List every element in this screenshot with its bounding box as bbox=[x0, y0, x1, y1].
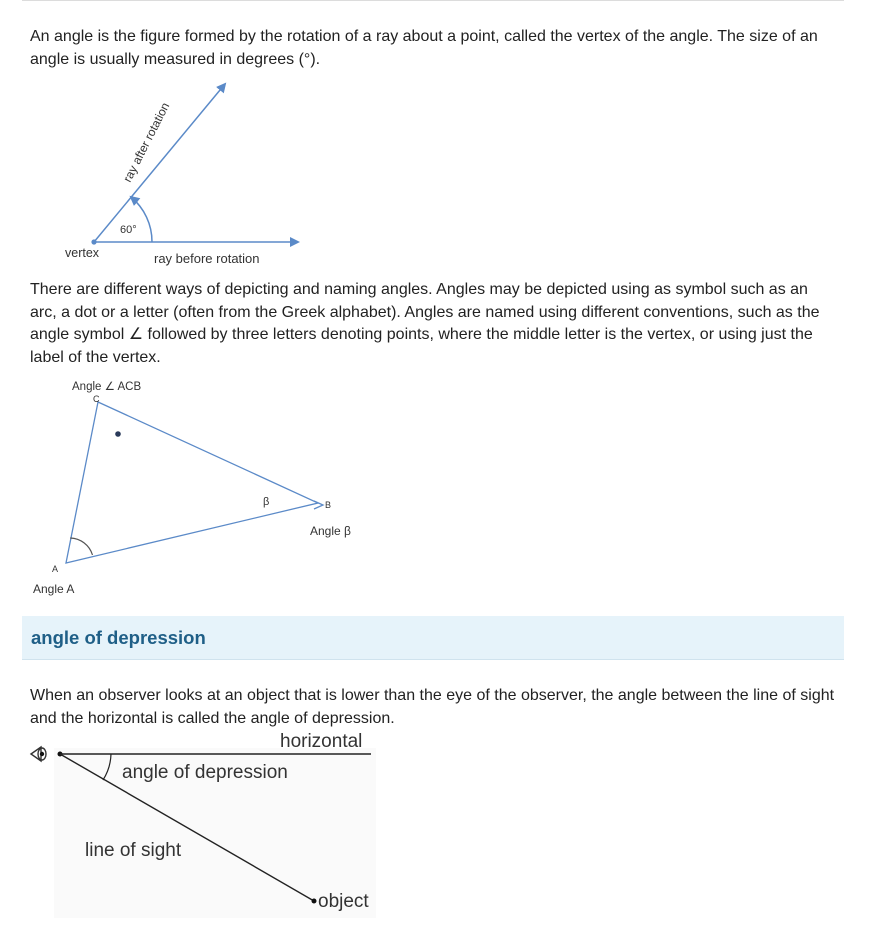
horizontal-label: horizontal bbox=[280, 731, 363, 752]
naming-paragraph: There are different ways of depicting and naming angles. Angles may be depicted using as symbol such as an arc, a dot or a letter (often from the Greek alphabet). Angles are named using different conventions, such as the angle symbol ∠ followed by three letters denoting points, where the middle letter is the vertex, or using just the label of the vertex. bbox=[30, 281, 820, 366]
triangle-title: Angle ∠ ACB bbox=[72, 381, 142, 393]
object-label: object bbox=[318, 891, 369, 912]
depression-angle-label: angle of depression bbox=[122, 762, 288, 783]
vertex-c-label: C bbox=[93, 394, 100, 404]
vertex-label: vertex bbox=[65, 246, 100, 260]
triangle-shape bbox=[66, 402, 318, 563]
depression-figure bbox=[28, 728, 376, 918]
object-dot bbox=[312, 899, 317, 904]
vertex-a-label: A bbox=[52, 564, 59, 574]
angle-a-label: Angle A bbox=[33, 582, 75, 596]
ray-before-label: ray before rotation bbox=[154, 251, 260, 266]
vertex-dot bbox=[91, 239, 96, 244]
angle-label: 60° bbox=[120, 224, 137, 236]
depression-paragraph: When an observer looks at an object that is lower than the eye of the observer, the angle between the line of sight and the horizontal is called the angle of depression. bbox=[30, 687, 835, 727]
angle-b-marker bbox=[314, 501, 323, 509]
line-of-sight-label: line of sight bbox=[85, 840, 182, 861]
angle-beta-label: Angle β bbox=[310, 524, 351, 538]
angle-a-arc bbox=[70, 538, 92, 555]
eye-icon bbox=[31, 747, 46, 761]
angle-c-dot bbox=[115, 431, 121, 437]
section-header bbox=[22, 616, 844, 660]
section-heading: angle of depression bbox=[31, 627, 206, 648]
ray-after-label: ray after rotation bbox=[120, 100, 173, 185]
beta-symbol: β bbox=[263, 496, 270, 508]
top-divider bbox=[22, 0, 844, 1]
triangle-figure bbox=[28, 372, 368, 602]
intro-paragraph: An angle is the figure formed by the rotation of a ray about a point, called the vertex of the angle. The size of an angle is usually measured in degrees (°). bbox=[30, 28, 818, 68]
angle-rotation-figure bbox=[60, 78, 310, 270]
vertex-b-label: B bbox=[325, 500, 332, 510]
